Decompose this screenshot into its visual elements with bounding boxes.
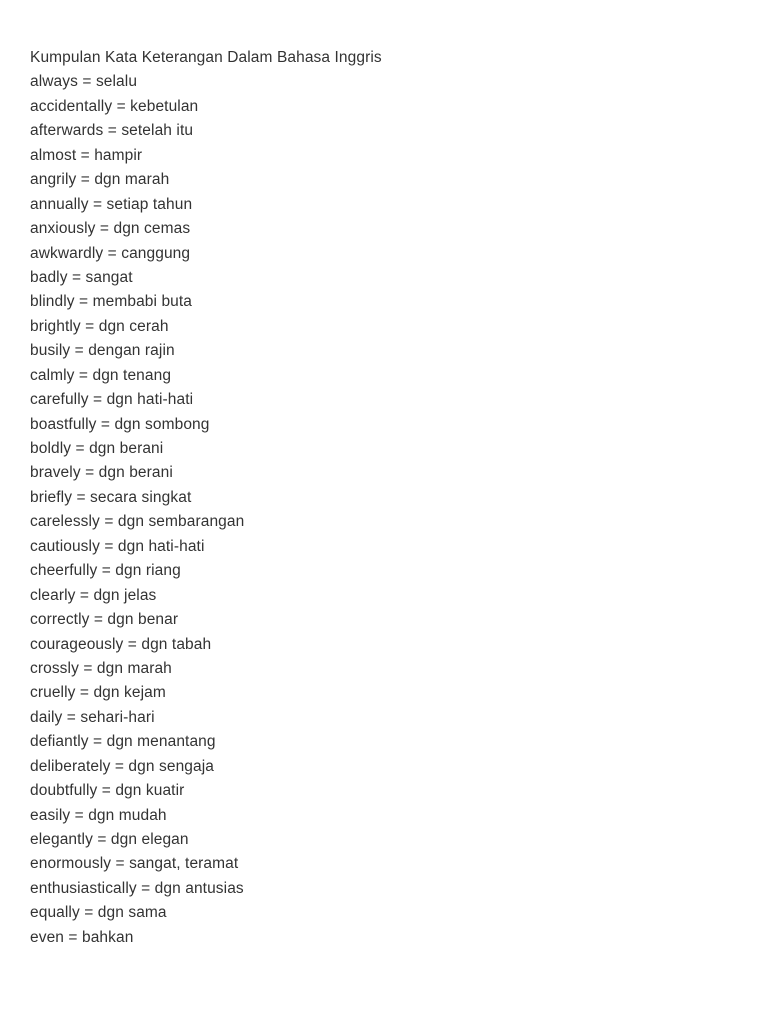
list-item: easily = dgn mudah xyxy=(30,806,167,824)
list-item: calmly = dgn tenang xyxy=(30,366,172,384)
list-item: daily = sehari-hari xyxy=(30,708,155,726)
list-item: carelessly = dgn sembarangan xyxy=(30,513,245,531)
list-item: carefully = dgn hati-hati xyxy=(30,391,194,409)
list-item: courageously = dgn tabah xyxy=(30,635,212,653)
list-item: clearly = dgn jelas xyxy=(30,586,157,604)
list-item: brightly = dgn cerah xyxy=(30,317,169,335)
list-item: always = selalu xyxy=(30,73,138,91)
list-item: elegantly = dgn elegan xyxy=(30,831,189,848)
list-item: correctly = dgn benar xyxy=(30,611,179,629)
list-item: awkwardly = canggung xyxy=(30,244,191,262)
vocabulary-list xyxy=(30,70,730,950)
list-item: cruelly = dgn kejam xyxy=(30,684,166,702)
list-item: even = bahkan xyxy=(30,928,134,946)
list-item: anxiously = dgn cemas xyxy=(30,220,191,238)
list-item: boastfully = dgn sombong xyxy=(30,415,210,433)
list-item: annually = setiap tahun xyxy=(30,195,193,213)
list-item: cheerfully = dgn riang xyxy=(30,562,181,580)
list-item: boldly = dgn berani xyxy=(30,440,164,457)
list-item: almost = hampir xyxy=(30,146,143,164)
list-item: briefly = secara singkat xyxy=(30,488,192,506)
list-item: doubtfully = dgn kuatir xyxy=(30,782,185,800)
list-item: equally = dgn sama xyxy=(30,904,167,922)
list-item: deliberately = dgn sengaja xyxy=(30,757,214,775)
list-item: enormously = sangat, teramat xyxy=(30,855,239,873)
list-item: defiantly = dgn menantang xyxy=(30,733,216,751)
list-item: afterwards = setelah itu xyxy=(30,122,194,140)
list-item: accidentally = kebetulan xyxy=(30,97,199,115)
list-item: angrily = dgn marah xyxy=(30,171,170,189)
list-item: bravely = dgn berani xyxy=(30,464,173,482)
list-item: crossly = dgn marah xyxy=(30,659,172,677)
list-item: blindly = membabi buta xyxy=(30,293,193,311)
list-item: badly = sangat xyxy=(30,268,133,286)
document-title: Kumpulan Kata Keterangan Dalam Bahasa Inggris xyxy=(30,49,382,66)
document-page xyxy=(30,46,730,950)
list-item: enthusiastically = dgn antusias xyxy=(30,879,244,897)
list-item: cautiously = dgn hati-hati xyxy=(30,537,205,555)
list-item: busily = dengan rajin xyxy=(30,342,175,360)
